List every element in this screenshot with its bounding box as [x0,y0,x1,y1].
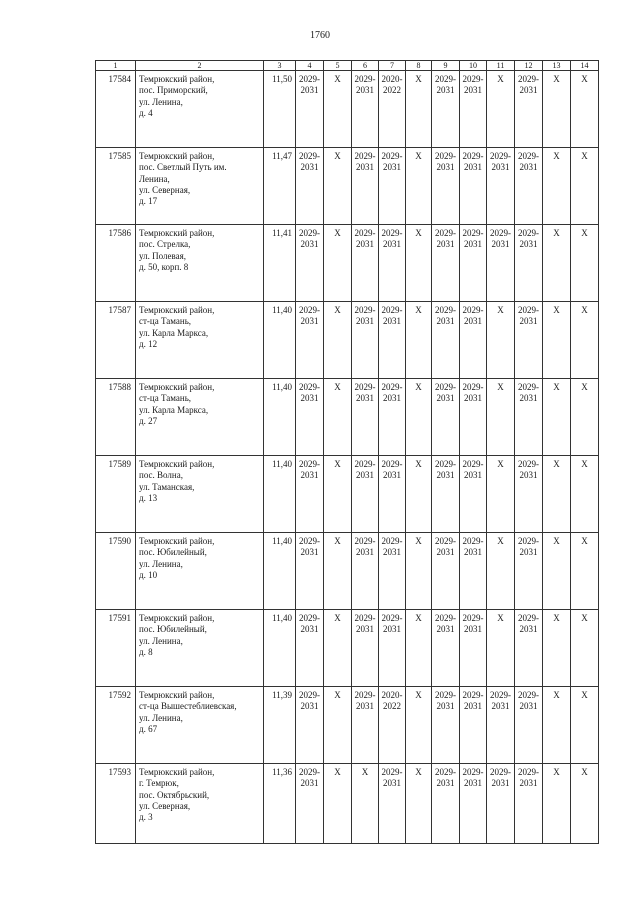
period-cell: 2029-2031 [296,687,324,764]
address-line: ул. Северная, [139,184,191,195]
address-line: ул. Северная, [139,800,191,811]
area-value: 11,40 [264,302,296,379]
period-cell: 2029-2031 [296,148,324,225]
record-number: 17587 [96,302,136,379]
period-cell: 2029-2031 [352,225,379,302]
address-line: ул. Ленина, [139,635,183,646]
column-header: 10 [460,61,487,71]
address-line: д. 27 [139,415,158,426]
column-header: 9 [432,61,460,71]
address-cell [136,456,264,533]
address-line: пос. Юбилейный, [139,547,207,558]
period-cell: 2029-2031 [460,225,487,302]
record-number: 17591 [96,610,136,687]
period-cell: X [324,610,352,687]
period-cell: X [487,610,515,687]
period-cell: X [406,610,432,687]
area-value: 11,40 [264,456,296,533]
address-line: Темрюкский район, [139,613,215,623]
area-value: 11,50 [264,71,296,148]
address-cell [136,610,264,687]
address-line: ул. Таманская, [139,481,195,492]
address-line: д. 4 [139,107,153,118]
period-cell: 2029-2031 [432,302,460,379]
period-cell: X [571,302,599,379]
period-cell: 2029-2031 [379,764,406,844]
period-cell: X [324,302,352,379]
period-cell: 2029-2031 [352,302,379,379]
column-header: 12 [515,61,543,71]
period-cell: 2029-2031 [487,225,515,302]
period-cell: X [543,610,571,687]
period-cell: X [487,379,515,456]
period-cell: X [543,302,571,379]
period-cell: 2020-2022 [379,71,406,148]
address-cell [136,148,264,225]
header-row [96,61,599,71]
area-value: 11,40 [264,379,296,456]
address-line: ул. Ленина, [139,712,183,723]
period-cell: 2029-2031 [460,533,487,610]
period-cell: 2029-2031 [296,456,324,533]
period-cell: 2029-2031 [352,71,379,148]
area-value: 11,47 [264,148,296,225]
record-number: 17588 [96,379,136,456]
period-cell: X [324,71,352,148]
address-line: ул. Карла Маркса, [139,404,209,415]
period-cell: X [571,533,599,610]
column-header: 2 [136,61,264,71]
period-cell: 2029-2031 [352,610,379,687]
address-line: ст-ца Тамань, [139,316,192,327]
address-line: пос. Светлый Путь им. [139,162,227,173]
period-cell: 2029-2031 [352,456,379,533]
period-cell: 2029-2031 [460,302,487,379]
period-cell: 2029-2031 [379,225,406,302]
address-line: д. 13 [139,492,158,503]
period-cell: X [406,225,432,302]
period-cell: X [571,764,599,844]
period-cell: X [571,148,599,225]
address-line: пос. Юбилейный, [139,624,207,635]
column-header: 6 [352,61,379,71]
period-cell: X [324,764,352,844]
table-row [96,225,599,302]
period-cell: 2029-2031 [432,379,460,456]
address-line: Темрюкский район, [139,228,215,238]
period-cell: 2029-2031 [352,533,379,610]
period-cell: 2029-2031 [296,71,324,148]
address-line: ул. Полевая, [139,250,186,261]
period-cell: 2029-2031 [379,610,406,687]
address-line: д. 67 [139,723,158,734]
address-line: г. Темрюк, [139,778,179,789]
period-cell: X [487,456,515,533]
record-number: 17586 [96,225,136,302]
table-row [96,456,599,533]
period-cell: 2029-2031 [487,687,515,764]
period-cell: X [324,456,352,533]
address-line: Темрюкский район, [139,690,215,700]
period-cell: X [406,764,432,844]
column-header: 1 [96,61,136,71]
period-cell: 2029-2031 [460,610,487,687]
period-cell: X [406,687,432,764]
period-cell: 2029-2031 [296,225,324,302]
table-row [96,687,599,764]
period-cell: 2029-2031 [487,764,515,844]
period-cell: X [571,610,599,687]
column-header: 4 [296,61,324,71]
period-cell: 2029-2031 [432,148,460,225]
period-cell: X [324,379,352,456]
period-cell: 2029-2031 [296,302,324,379]
address-line: Темрюкский район, [139,382,215,392]
period-cell: 2029-2031 [296,610,324,687]
column-header: 7 [379,61,406,71]
address-line: ст-ца Тамань, [139,393,192,404]
period-cell: 2029-2031 [352,687,379,764]
period-cell: X [324,225,352,302]
period-cell: X [543,687,571,764]
period-cell: 2029-2031 [460,687,487,764]
column-header: 5 [324,61,352,71]
period-cell: X [543,71,571,148]
column-header: 14 [571,61,599,71]
address-line: Темрюкский район, [139,767,215,777]
record-number: 17585 [96,148,136,225]
period-cell: 2029-2031 [515,456,543,533]
period-cell: X [406,379,432,456]
period-cell: 2029-2031 [460,71,487,148]
address-cell [136,379,264,456]
period-cell: X [324,148,352,225]
address-line: ст-ца Вышестеблиевская, [139,701,237,712]
address-line: ул. Карла Маркса, [139,327,209,338]
period-cell: 2029-2031 [379,148,406,225]
period-cell: 2029-2031 [460,764,487,844]
period-cell: X [487,302,515,379]
period-cell: 2029-2031 [460,148,487,225]
address-line: Темрюкский район, [139,459,215,469]
period-cell: X [571,456,599,533]
area-value: 11,39 [264,687,296,764]
period-cell: 2029-2031 [515,302,543,379]
address-line: ул. Ленина, [139,96,183,107]
period-cell: 2029-2031 [352,148,379,225]
period-cell: 2029-2031 [515,148,543,225]
period-cell: X [571,379,599,456]
period-cell: X [543,456,571,533]
address-line: д. 17 [139,196,158,206]
table-row [96,610,599,687]
address-line: ул. Ленина, [139,558,183,569]
record-number: 17584 [96,71,136,148]
address-cell [136,533,264,610]
period-cell: 2029-2031 [432,610,460,687]
table-row [96,302,599,379]
area-value: 11,41 [264,225,296,302]
period-cell: 2029-2031 [379,533,406,610]
page-number: 1760 [310,30,330,41]
table-row [96,764,599,844]
period-cell: 2029-2031 [296,379,324,456]
period-cell: 2029-2031 [515,610,543,687]
period-cell: X [487,71,515,148]
period-cell: X [406,533,432,610]
column-header: 3 [264,61,296,71]
column-header: 13 [543,61,571,71]
registry-table [95,60,599,844]
period-cell: 2029-2031 [460,379,487,456]
address-cell [136,302,264,379]
area-value: 11,36 [264,764,296,844]
period-cell: X [543,225,571,302]
address-line: пос. Стрелка, [139,239,191,250]
column-header: 8 [406,61,432,71]
period-cell: X [543,764,571,844]
table-row [96,533,599,610]
table-row [96,71,599,148]
address-cell [136,225,264,302]
address-line: Темрюкский район, [139,536,215,546]
address-line: д. 10 [139,569,158,580]
table-row [96,148,599,225]
address-cell [136,687,264,764]
record-number: 17589 [96,456,136,533]
period-cell: 2029-2031 [515,379,543,456]
period-cell: X [406,71,432,148]
address-line: д. 50, корп. 8 [139,261,189,272]
period-cell: X [406,302,432,379]
period-cell: 2029-2031 [432,456,460,533]
record-number: 17592 [96,687,136,764]
address-cell [136,764,264,844]
address-line: Темрюкский район, [139,74,215,84]
address-cell [136,71,264,148]
column-header: 11 [487,61,515,71]
address-line: пос. Волна, [139,470,183,481]
period-cell: X [352,764,379,844]
address-line: д. 12 [139,338,158,349]
period-cell: X [406,456,432,533]
period-cell: 2020-2022 [379,687,406,764]
address-line: д. 3 [139,812,153,822]
area-value: 11,40 [264,610,296,687]
period-cell: 2029-2031 [432,764,460,844]
address-line: д. 8 [139,646,153,657]
period-cell: 2029-2031 [432,71,460,148]
address-line: Темрюкский район, [139,151,215,161]
period-cell: 2029-2031 [432,533,460,610]
period-cell: 2029-2031 [515,687,543,764]
table-row [96,379,599,456]
period-cell: 2029-2031 [352,379,379,456]
record-number: 17593 [96,764,136,844]
address-line: пос. Приморский, [139,85,208,96]
period-cell: 2029-2031 [379,302,406,379]
period-cell: X [487,533,515,610]
period-cell: 2029-2031 [515,764,543,844]
record-number: 17590 [96,533,136,610]
period-cell: X [324,533,352,610]
period-cell: 2029-2031 [296,533,324,610]
period-cell: 2029-2031 [487,148,515,225]
period-cell: 2029-2031 [515,225,543,302]
period-cell: X [543,148,571,225]
area-value: 11,40 [264,533,296,610]
address-line: Темрюкский район, [139,305,215,315]
address-line: пос. Октябрьский, [139,789,210,800]
period-cell: 2029-2031 [432,225,460,302]
period-cell: 2029-2031 [460,456,487,533]
address-line: Ленина, [139,173,170,184]
period-cell: 2029-2031 [379,456,406,533]
period-cell: X [571,225,599,302]
period-cell: X [571,687,599,764]
period-cell: 2029-2031 [515,533,543,610]
period-cell: X [406,148,432,225]
period-cell: 2029-2031 [296,764,324,844]
period-cell: X [543,379,571,456]
period-cell: X [324,687,352,764]
period-cell: X [571,71,599,148]
period-cell: X [543,533,571,610]
period-cell: 2029-2031 [379,379,406,456]
period-cell: 2029-2031 [515,71,543,148]
period-cell: 2029-2031 [432,687,460,764]
